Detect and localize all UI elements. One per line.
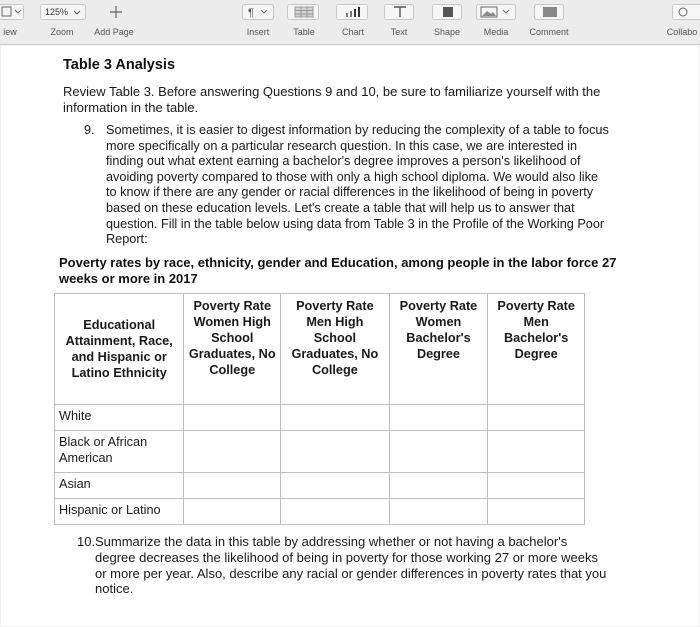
comment-label: Comment — [529, 27, 569, 37]
table-row — [55, 431, 585, 473]
sidebar-icon — [1, 6, 23, 18]
row-label: Black or African American — [59, 435, 148, 465]
media-icon — [479, 6, 515, 18]
insert-label: Insert — [246, 27, 270, 37]
zoom-control[interactable] — [40, 0, 90, 44]
media-label: Media — [483, 27, 509, 37]
table-cell[interactable] — [281, 405, 390, 431]
chart-button[interactable] — [336, 4, 368, 20]
chart-control[interactable] — [336, 0, 370, 44]
header-text: Poverty Rate Women Bachelor's Degree — [399, 299, 478, 361]
add-page-control[interactable] — [92, 0, 140, 44]
table-control[interactable] — [287, 0, 321, 44]
shape-label: Shape — [433, 27, 461, 37]
text-control[interactable] — [384, 0, 416, 44]
chevron-down-icon — [73, 10, 81, 16]
question-10 — [77, 534, 607, 597]
header-cell[interactable] — [55, 294, 184, 405]
table-cell[interactable] — [389, 405, 488, 431]
shape-button[interactable] — [432, 4, 462, 20]
table-button[interactable] — [287, 4, 319, 20]
table-cell[interactable] — [488, 405, 585, 431]
text-button[interactable] — [384, 4, 414, 20]
table-cell[interactable] — [389, 499, 488, 525]
view-label: iew — [3, 27, 17, 37]
header-text: Poverty Rate Men Bachelor's Degree — [497, 299, 575, 361]
view-control[interactable] — [0, 0, 30, 44]
collaborate-icon — [676, 6, 696, 18]
row-label-cell[interactable] — [55, 431, 184, 473]
collaborate-control[interactable] — [664, 0, 700, 44]
shape-control[interactable] — [430, 0, 464, 44]
table-caption: Poverty rates by race, ethnicity, gender and Education, among people in the labor force 27 weeks or more in 2017 — [59, 255, 617, 286]
shape-icon — [438, 6, 458, 18]
toolbar — [0, 0, 700, 45]
plus-icon — [109, 5, 123, 19]
header-cell[interactable] — [488, 294, 585, 405]
table-row — [55, 405, 585, 431]
poverty-table — [54, 293, 585, 525]
media-button[interactable] — [476, 4, 516, 20]
question-10-text: Summarize the data in this table by addressing whether or not having a bachelor's degree decreases the likelihood of being in poverty for those working 27 or more weeks or more per year. Also, describe any racial or gender differences in poverty rates that you notice. — [95, 534, 607, 597]
chart-label: Chart — [341, 27, 365, 37]
comment-control[interactable] — [528, 0, 572, 44]
collaborate-button[interactable] — [672, 4, 700, 20]
table-cell[interactable] — [281, 499, 390, 525]
insert-control[interactable] — [240, 0, 276, 44]
table-row — [55, 473, 585, 499]
header-cell[interactable] — [184, 294, 281, 405]
row-label: Hispanic or Latino — [59, 503, 161, 517]
page-title: Table 3 Analysis — [63, 57, 176, 73]
paragraph-icon — [245, 6, 273, 18]
table-cell[interactable] — [488, 499, 585, 525]
table-cell[interactable] — [184, 499, 281, 525]
view-button[interactable] — [0, 4, 24, 20]
question-9-number: 9. — [84, 123, 95, 137]
row-label: White — [59, 409, 92, 423]
comment-button[interactable] — [534, 4, 564, 20]
question-10-number: 10. — [77, 534, 96, 549]
intro-paragraph: Review Table 3. Before answering Questions 9 and 10, be sure to familiarize yourself with the information in the table. — [63, 84, 601, 115]
header-cell[interactable] — [389, 294, 488, 405]
table-cell[interactable] — [389, 431, 488, 473]
question-9 — [84, 123, 609, 248]
svg-text:¶: ¶ — [248, 7, 254, 18]
header-text: Poverty Rate Women High School Graduates, No College — [188, 299, 276, 377]
table-cell[interactable] — [281, 431, 390, 473]
add-page-label: Add Page — [94, 27, 134, 37]
text-label: Text — [390, 27, 408, 37]
table-cell[interactable] — [184, 473, 281, 499]
table-header-row — [55, 294, 585, 405]
text-icon — [390, 6, 410, 18]
row-label: Asian — [59, 477, 91, 491]
table-label: Table — [293, 27, 315, 37]
row-label-cell[interactable] — [55, 405, 184, 431]
table-cell[interactable] — [184, 431, 281, 473]
header-text: Poverty Rate Men High School Graduates, No College — [291, 299, 379, 377]
chart-icon — [343, 6, 363, 18]
table-cell[interactable] — [488, 473, 585, 499]
question-9-text: Sometimes, it is easier to digest information by reducing the complexity of a table to focus more specifically on a particular research question. In this case, we are interested in finding out what extent earning a bachelor's degree improves a person's likelihood of avoiding poverty compared to those with only a high school diploma. We would also like to know if there are any gender or racial differences in the likelihood of being in poverty based on these education levels. Let's create a table that will help us to answer that question. Fill in the table below using data from Table 3 in the Profile of the Working Poor Report: — [106, 123, 609, 247]
header-cell[interactable] — [281, 294, 390, 405]
table-cell[interactable] — [281, 473, 390, 499]
table-icon — [294, 6, 314, 18]
zoom-value: 125% — [45, 7, 69, 17]
insert-button[interactable] — [242, 4, 274, 20]
table-cell[interactable] — [488, 431, 585, 473]
comment-icon — [540, 6, 560, 18]
table-cell[interactable] — [184, 405, 281, 431]
zoom-select[interactable] — [40, 4, 86, 20]
collaborate-label: Collabo — [666, 27, 698, 37]
header-text: Educational Attainment, Race, and Hispanic or Latino Ethnicity — [65, 318, 173, 380]
row-label-cell[interactable] — [55, 473, 184, 499]
table-row — [55, 499, 585, 525]
document-page — [0, 45, 700, 627]
media-control[interactable] — [476, 0, 516, 44]
table-cell[interactable] — [389, 473, 488, 499]
zoom-label: Zoom — [50, 27, 74, 37]
row-label-cell[interactable] — [55, 499, 184, 525]
